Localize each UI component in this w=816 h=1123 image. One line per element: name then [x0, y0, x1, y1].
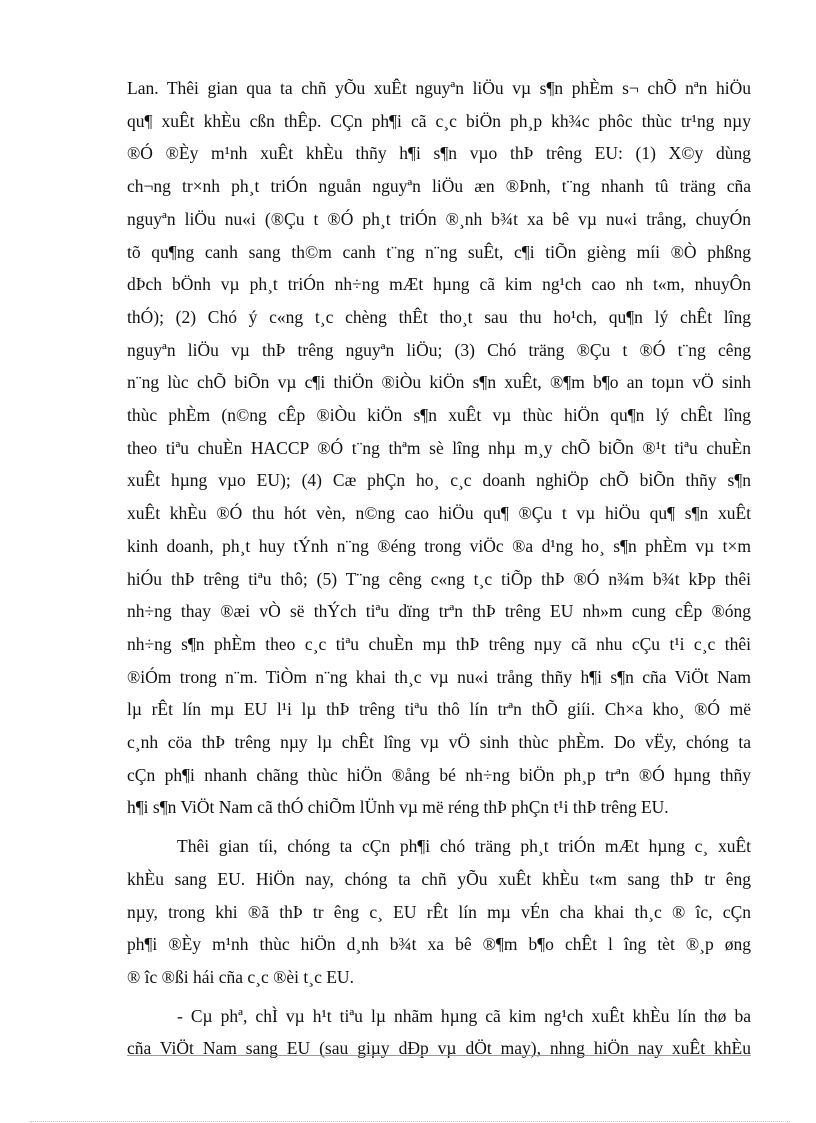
text-line: nh÷ng s¶n phÈm theo c¸c tiªu chuÈn mµ thÞ trêng nµy cã nhu cÇu t¹i c¸c thêi: [127, 633, 751, 654]
text-line: h¶i s¶n ViÖt Nam cã thÓ chiÕm lÜnh vµ më réng thÞ phÇn t¹i thÞ trêng EU.: [127, 797, 669, 818]
text-line: - Cµ phª, chÌ vµ h¹t tiªu lµ nhãm hµng cã kim ng¹ch xuÊt khÈu lín thø ba: [177, 1005, 751, 1026]
text-line: qu¶ xuÊt khÈu cßn thÊp. CÇn ph¶i cã c¸c biÖn ph¸p kh¾c phôc thùc tr¹ng nµy: [127, 110, 751, 131]
text-line: cña ViÖt Nam sang EU (sau giµy dÐp vµ dÖt may), nhng hiÖn nay xuÊt khÈu: [127, 1038, 751, 1059]
text-line: ®Ó ®Èy m¹nh xuÊt khÈu thñy h¶i s¶n vµo thÞ trêng EU: (1) X©y dùng: [127, 143, 751, 164]
text-line: lµ rÊt lín mµ EU l¹i lµ thÞ trêng tiªu thô lín trªn thÕ giíi. Ch×a kho¸ ®Ó më: [127, 699, 751, 720]
paragraph-2: [127, 830, 751, 994]
text-line: cÇn ph¶i nhanh chãng thùc hiÖn ®ång bé nh÷ng biÖn ph¸p trªn ®Ó hµng thñy: [127, 764, 751, 785]
paragraph-1: [127, 72, 751, 824]
text-line: hiÓu thÞ trêng tiªu thô; (5) T¨ng cêng c«ng t¸c tiÕp thÞ ®Ó n¾m b¾t kÞp thêi: [127, 568, 751, 589]
text-line: n¨ng lùc chÕ biÕn vµ c¶i thiÖn ®iÒu kiÖn s¶n xuÊt, ®¶m b¶o an toµn vÖ sinh: [127, 372, 751, 393]
text-line: ® îc ®ßi hái cña c¸c ®èi t¸c EU.: [127, 966, 354, 987]
text-line: nh÷ng thay ®æi vÒ së thÝch tiªu dïng trªn thÞ trêng EU nh»m cung cÊp ®óng: [127, 601, 751, 622]
text-line: xuÊt hµng vµo EU); (4) Cæ phÇn ho¸ c¸c doanh nghiÖp chÕ biÕn thñy s¶n: [127, 470, 751, 491]
text-line: nguyªn liÖu nu«i (®Çu t ®Ó ph¸t triÓn ®¸nh b¾t xa bê vµ nu«i trång, chuyÓn: [127, 208, 751, 229]
document-body: [127, 72, 751, 1065]
text-line: ch¬ng tr×nh ph¸t triÓn nguån nguyªn liÖu æn ®Þnh, t¨ng nhanh tû träng cña: [127, 176, 751, 197]
text-line: kinh doanh, ph¸t huy tÝnh n¨ng ®éng trong viÖc ®a d¹ng ho¸ s¶n phÈm vµ t×m: [127, 535, 751, 556]
text-line: thùc phÈm (n©ng cÊp ®iÒu kiÖn s¶n xuÊt vµ thùc hiÖn qu¶n lý chÊt lîng: [127, 405, 751, 426]
text-line: Thêi gian tíi, chóng ta cÇn ph¶i chó träng ph¸t triÓn mÆt hµng c¸ xuÊt: [177, 836, 751, 857]
text-line: Lan. Thêi gian qua ta chñ yÕu xuÊt nguyªn liÖu vµ s¶n phÈm s¬ chÕ nªn hiÖu: [127, 78, 751, 98]
text-line: thÓ); (2) Chó ý c«ng t¸c chèng thÊt tho¸t sau thu ho¹ch, qu¶n lý chÊt lîng: [127, 306, 751, 327]
text-line: dÞch bÖnh vµ ph¸t triÓn nh÷ng mÆt hµng cã kim ng¹ch cao nh t«m, nhuyÔn: [127, 274, 751, 295]
text-line: c¸nh cöa thÞ trêng nµy lµ chÊt lîng vµ vÖ sinh thùc phÈm. Do vËy, chóng ta: [127, 732, 751, 753]
text-line: xuÊt khÈu ®Ó thu hót vèn, n©ng cao hiÖu qu¶ ®Çu t vµ hiÖu qu¶ s¶n xuÊt: [127, 503, 751, 524]
text-line: tõ qu¶ng canh sang th©m canh t¨ng n¨ng suÊt, c¶i tiÕn gièng míi ®Ò phßng: [127, 241, 751, 262]
text-line: nguyªn liÖu vµ thÞ trêng nguyªn liÖu; (3) Chó träng ®Çu t ®Ó t¨ng cêng: [127, 339, 751, 360]
text-line: ph¶i ®Èy m¹nh thùc hiÖn d¸nh b¾t xa bê ®¶m b¶o chÊt l îng tèt ®¸p øng: [127, 934, 751, 955]
text-line: nµy, trong khi ®ã thÞ tr êng c¸ EU rÊt lín mµ vÉn cha khai th¸c ® îc, cÇn: [127, 901, 751, 922]
page-bottom-edge: [30, 1121, 790, 1122]
text-line: theo tiªu chuÈn HACCP ®Ó t¨ng thªm sè lîng nhµ m¸y chÕ biÕn ®¹t tiªu chuÈn: [127, 437, 751, 458]
text-line: khÈu sang EU. HiÖn nay, chóng ta chñ yÕu xuÊt khÈu t«m sang thÞ tr êng: [127, 868, 751, 889]
text-line: ®iÓm trong n¨m. TiÒm n¨ng khai th¸c vµ nu«i trång thñy h¶i s¶n cña ViÖt Nam: [127, 666, 751, 687]
footer-divider: [127, 1055, 751, 1056]
